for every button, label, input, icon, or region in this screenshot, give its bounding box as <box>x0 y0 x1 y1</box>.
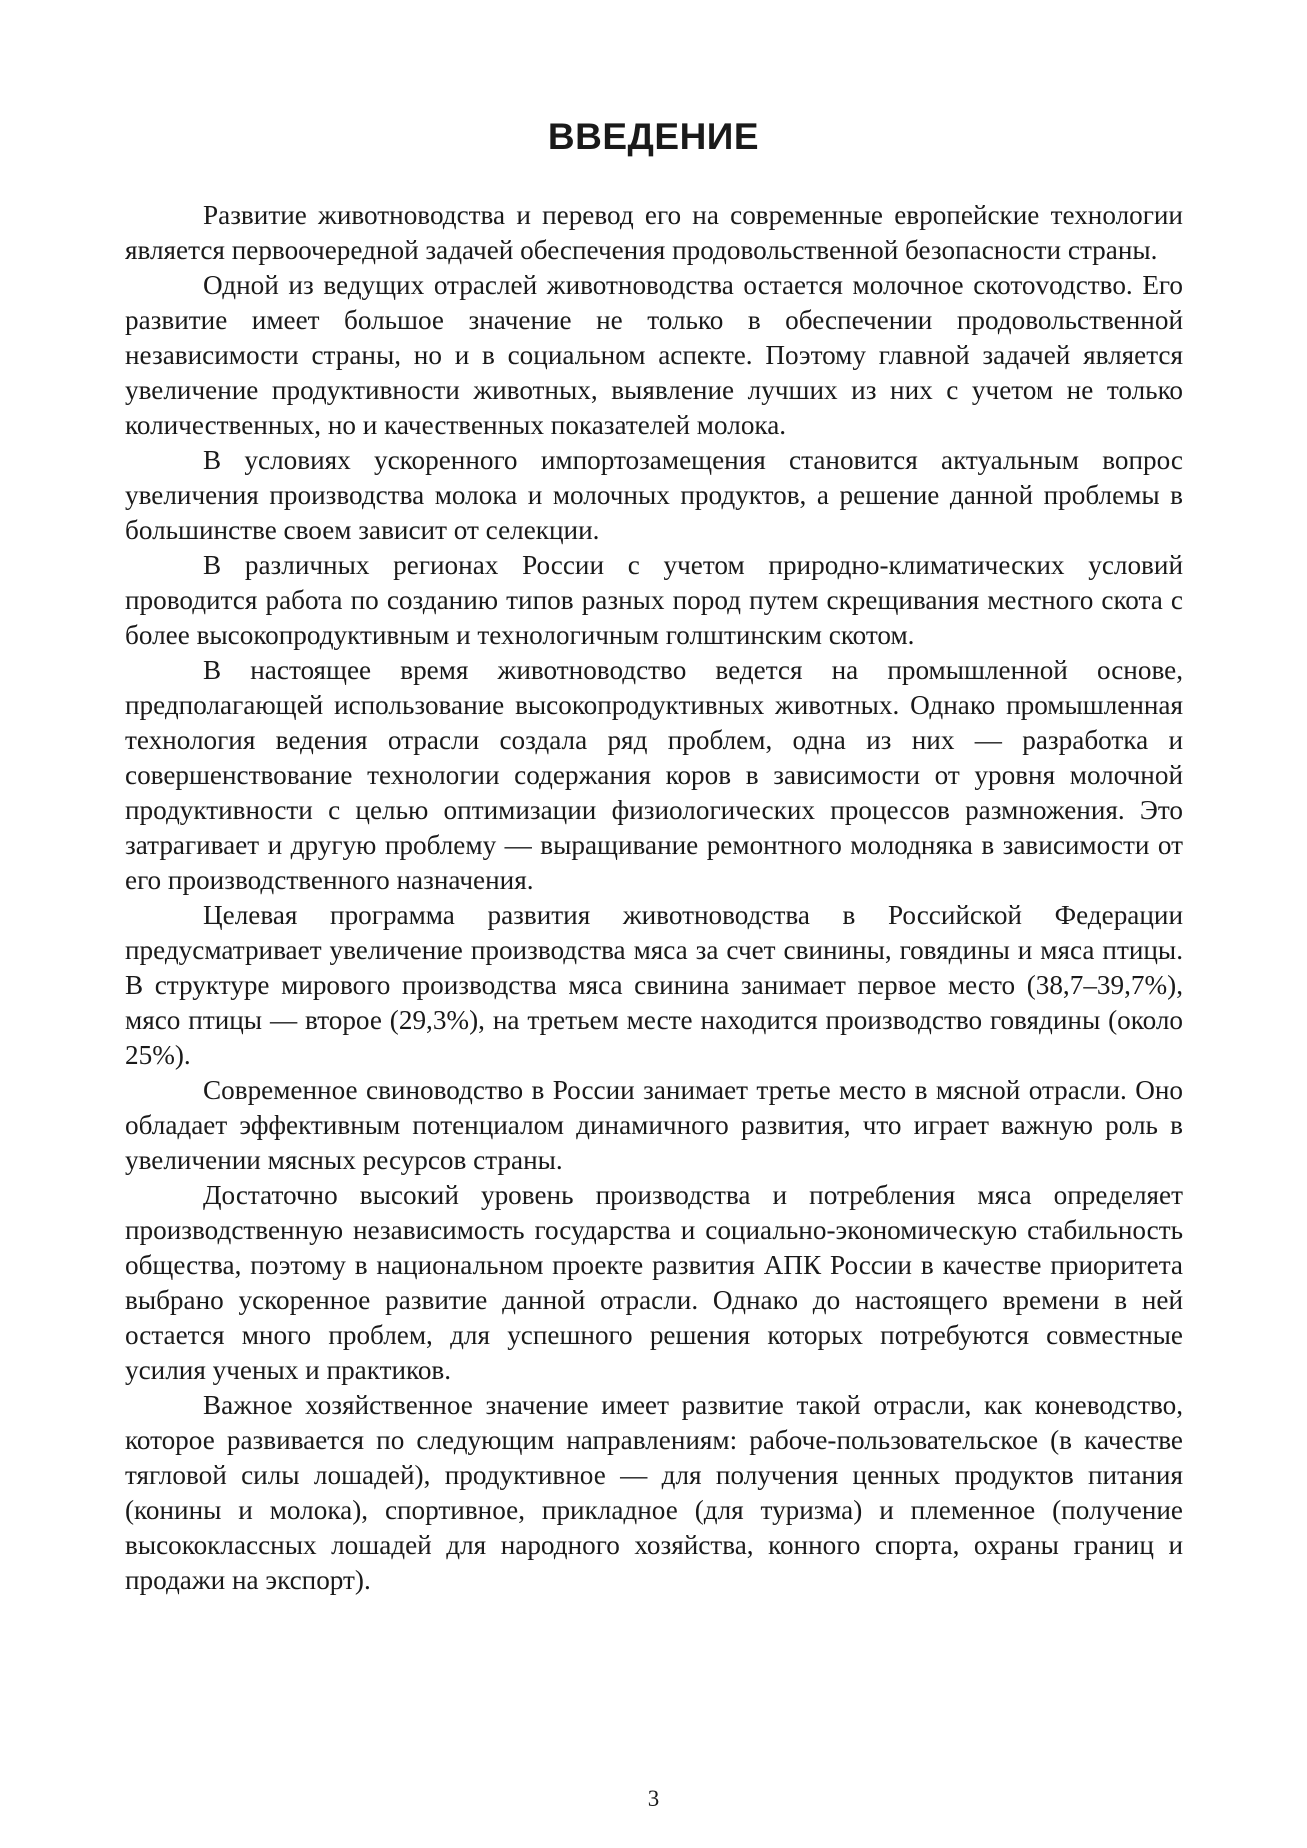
paragraph-4: В различных регионах России с учетом природно-климатических условий проводится работа по созданию типов разных пород путем скрещивания местного скота с более высокопродуктивным и технологичным голштинским скотом. <box>125 550 1183 650</box>
paragraph-7: Современное свиноводство в России занимает третье место в мясной отрасли. Оно обладает эффективным потенциалом динамичного развития, что играет важную роль в увеличении мясных ресурсов страны. <box>125 1075 1183 1175</box>
paragraph-5: В настоящее время животноводство ведется на промышленной основе, предполагающей использование высокопродуктивных животных. Однако промышленная технология ведения отрасли создала ряд проблем, одна из них — разработка и совершенствование технологии содержания коров в зависимости от уровня молочной продуктивности с целью оптимизации физиологических процессов размножения. Это затрагивает и другую проблему — выращивание ремонтного молодняка в зависимости от его производственного назначения. <box>125 655 1183 895</box>
page-number: 3 <box>647 1786 660 1811</box>
paragraph-9: Важное хозяйственное значение имеет развитие такой отрасли, как коневодство, которое развивается по следующим направлениям: рабоче-пользовательское (в качестве тягловой силы лошадей), продуктивное — для получения ценных продуктов питания (конины и молока), спортивное, прикладное (для туризма) и племенное (получение высококлассных лошадей для народного хозяйства, конного спорта, охраны границ и продажи на экспорт). <box>125 1390 1183 1595</box>
paragraph-6: Целевая программа развития животноводства в Российской Федерации предусматривает увеличение производства мяса за счет свинины, говядины и мяса птицы. В структуре мирового производства мяса свинина занимает первое место (38,7–39,7%), мясо птицы — второе (29,3%), на третьем месте находится производство говядины (около 25%). <box>125 900 1183 1070</box>
text-body <box>125 198 1183 1598</box>
paragraph-8: Достаточно высокий уровень производства и потребления мяса определяет производственную независимость государства и социально-экономическую стабильность общества, поэтому в национальном проекте развития АПК России в качестве приоритета выбрано ускоренное развитие данной отрасли. Однако до настоящего времени в ней остается много проблем, для успешного решения которых потребуются совместные усилия ученых и практиков. <box>125 1180 1183 1385</box>
page-title: ВВЕДЕНИЕ <box>547 116 760 157</box>
paragraph-1: Развитие животноводства и перевод его на современные европейские технологии является первоочередной задачей обеспечения продовольственной безопасности страны. <box>125 200 1183 265</box>
paragraph-3: В условиях ускоренного импортозамещения становится актуальным вопрос увеличения производства молока и молочных продуктов, а решение данной проблемы в большинстве своем зависит от селекции. <box>125 445 1183 545</box>
paragraph-2: Одной из ведущих отраслей животноводства остается молочное скотоvодство. Его развитие имеет большое значение не только в обеспечении продовольственной независимости страны, но и в социальном аспекте. Поэтому главной задачей является увеличение продуктивности животных, выявление лучших из них с учетом не только количественных, но и качественных показателей молока. <box>125 270 1183 440</box>
